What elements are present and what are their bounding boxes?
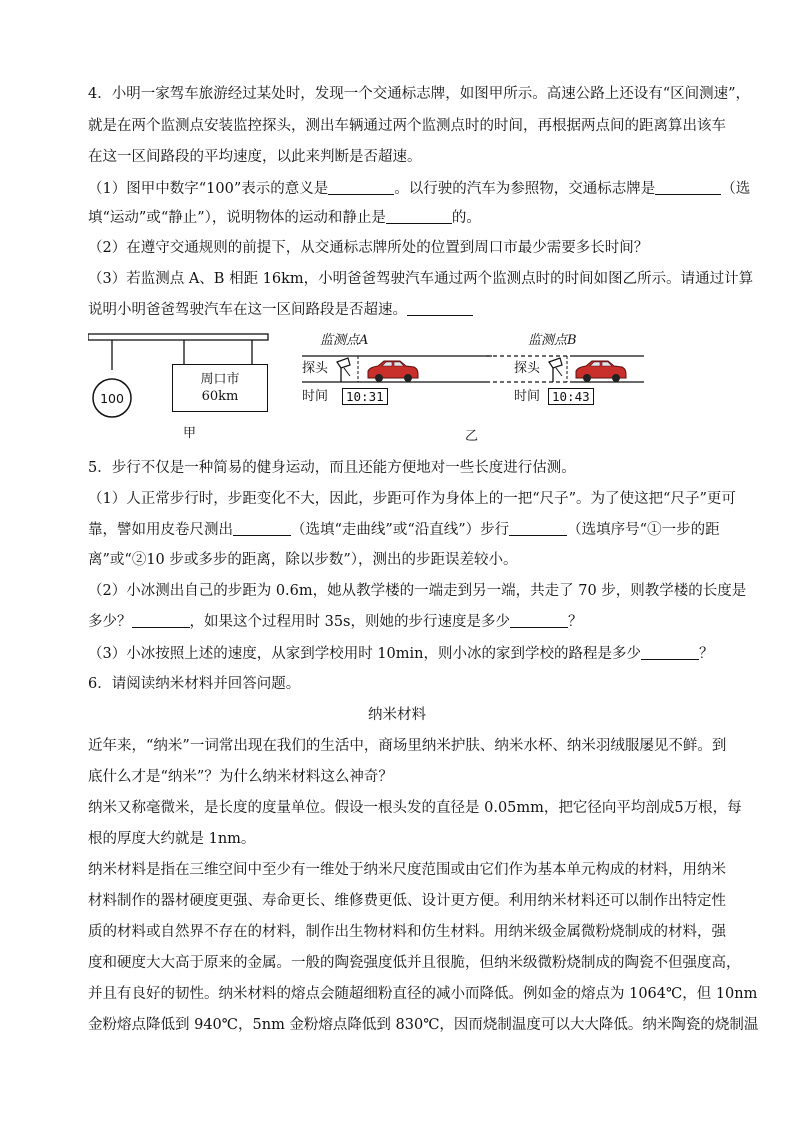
answer-blank-7[interactable] <box>132 613 190 628</box>
article-line-1: 近年来，“纳米”一词常出现在我们的生活中，商场里纳米护肤、纳米水杯、纳米羽绒服屡见不鲜。到 <box>88 738 727 754</box>
q5-sub1-line-1: （1）人正常步行时，步距变化不大，因此，步距可作为身体上的一把“尺子”。为了使这把“尺子”更可 <box>88 491 736 507</box>
q4-sub3-line-2 <box>88 300 473 320</box>
camera-icon-a <box>337 358 350 382</box>
q5-sub1-line-3: 离”或“②10 步或多步的距离，除以步数”），测出的步距误差较小。 <box>88 552 518 568</box>
q5-sub2-line-1: （2）小冰测出自己的步距为 0.6m，她从教学楼的一端走到另一端，共走了 70 步，则教学楼的长度是 <box>88 583 747 599</box>
figure-label-jia: 甲 <box>183 426 197 441</box>
answer-blank-4[interactable] <box>407 301 473 316</box>
q4-intro-line-1: 4．小明一家驾车旅游经过某处时，发现一个交通标志牌，如图甲所示。高速公路上还设有“区间测速”， <box>88 86 751 102</box>
q5-intro: 5．步行不仅是一种简易的健身运动，而且还能方便地对一些长度进行估测。 <box>88 460 576 476</box>
time-display-a: 10:31 <box>342 388 388 405</box>
probe-label-b: 探头 <box>514 361 541 376</box>
q4-sub1-text-a: （1）图甲中数字“100”表示的意义是 <box>88 181 329 197</box>
q5-sub1-line-2 <box>88 520 720 540</box>
q5-sub2-text-b: 多少？ <box>88 614 132 630</box>
article-line-10: 金粉熔点降低到 940℃，5nm 金粉熔点降低到 830℃，因而烧制温度可以大大降低。纳米陶瓷的烧制温 <box>88 1017 759 1033</box>
destination-sign <box>172 364 268 412</box>
time-display-b: 10:43 <box>548 388 594 405</box>
q5-sub1-text-c: （选填“走曲线”或“沿直线”）步行 <box>291 522 510 538</box>
q5-sub1-text-b: 靠，譬如用皮卷尺测出 <box>88 522 233 538</box>
answer-blank-8[interactable] <box>510 613 568 628</box>
answer-blank-9[interactable] <box>641 645 699 660</box>
q5-sub2-text-d: ？ <box>568 614 583 630</box>
article-line-4: 根的厚度大约就是 1nm。 <box>88 831 256 847</box>
speed-limit-value: 100 <box>100 391 124 406</box>
q4-sub3-text-b: 说明小明爸爸驾驶汽车在这一区间路段是否超速。 <box>88 302 407 318</box>
q4-sub2: （2）在遵守交通规则的前提下，从交通标志牌所处的位置到周口市最少需要多长时间？ <box>88 240 649 256</box>
camera-icon-b <box>549 358 562 382</box>
q4-sub1-text-e: 的。 <box>451 210 481 226</box>
article-line-2: 底什么才是“纳米”？为什么纳米材料这么神奇？ <box>88 769 393 785</box>
answer-blank-5[interactable] <box>233 521 291 536</box>
figure-label-yi: 乙 <box>465 429 479 444</box>
answer-blank-2[interactable] <box>655 180 721 195</box>
q5-sub2-line-2 <box>88 612 583 632</box>
q4-sub1-text-c: （选 <box>721 181 751 197</box>
checkpoint-b-label: 监测点B <box>528 333 577 348</box>
article-line-6: 材料制作的器材硬度更强、寿命更长、维修费更低、设计更方便。利用纳米材料还可以制作出特定性 <box>88 893 726 909</box>
q4-sub1-text-b: 。以行驶的汽车为参照物，交通标志牌是 <box>394 181 656 197</box>
destination-name: 周口市 <box>200 372 240 387</box>
answer-blank-3[interactable] <box>386 209 452 224</box>
destination-distance: 60km <box>201 389 239 404</box>
answer-blank-1[interactable] <box>328 180 394 195</box>
q4-intro-line-3: 在这一区间路段的平均速度，以此来判断是否超速。 <box>88 149 422 165</box>
car-icon-a <box>368 361 418 382</box>
car-icon-b <box>576 361 626 382</box>
checkpoint-a-label: 监测点A <box>320 333 369 348</box>
article-line-9: 并且有良好的韧性。纳米材料的熔点会随超细粉直径的减小而降低。例如金的熔点为 1064℃，但 10nm <box>88 986 758 1002</box>
figure-traffic <box>88 330 648 450</box>
q4-intro-line-2: 就是在两个监测点安装监控探头，测出车辆通过两个监测点时的时间，再根据两点间的距离算出该车 <box>88 118 726 134</box>
probe-label-a: 探头 <box>302 361 329 376</box>
q4-sub1-line-1 <box>88 179 750 199</box>
q4-sub1-text-d: 填“运动”或“静止”），说明物体的运动和静止是 <box>88 210 386 226</box>
article-line-5: 纳米材料是指在三维空间中至少有一维处于纳米尺度范围或由它们作为基本单元构成的材料，用纳米 <box>88 862 726 878</box>
q5-sub3-text-a: （3）小冰按照上述的速度，从家到学校用时 10min，则小冰的家到学校的路程是多少 <box>88 646 642 662</box>
article-line-7: 质的材料或自然界不存在的材料，制作出生物材料和仿生材料。用纳米级金属微粉烧制成的材料，强 <box>88 924 726 940</box>
q5-sub1-text-d: （选填序号“①一步的距 <box>567 522 720 538</box>
q6-intro: 6．请阅读纳米材料并回答问题。 <box>88 676 301 692</box>
article-title: 纳米材料 <box>368 707 426 723</box>
article-line-3: 纳米又称毫微米，是长度的度量单位。假设一根头发的直径是 0.05mm，把它径向平均剖成5万根，每 <box>88 800 742 816</box>
q4-sub3-line-1: （3）若监测点 A、B 相距 16km，小明爸爸驾驶汽车通过两个监测点时的时间如图乙所示。请通过计算 <box>88 271 754 287</box>
article-line-8: 度和硬度大大高于原来的金属。一般的陶瓷强度低并且很脆，但纳米级微粉烧制成的陶瓷不但强度高， <box>88 955 741 971</box>
answer-blank-6[interactable] <box>509 521 567 536</box>
sign-crossbar <box>88 334 268 340</box>
q5-sub2-text-c: ，如果这个过程用时 35s，则她的步行速度是多少 <box>189 614 510 630</box>
q5-sub3-text-b: ？ <box>699 646 714 662</box>
q4-sub1-line-2 <box>88 208 481 228</box>
time-label-a: 时间 <box>302 389 329 404</box>
q5-sub3 <box>88 644 714 664</box>
time-label-b: 时间 <box>514 389 541 404</box>
